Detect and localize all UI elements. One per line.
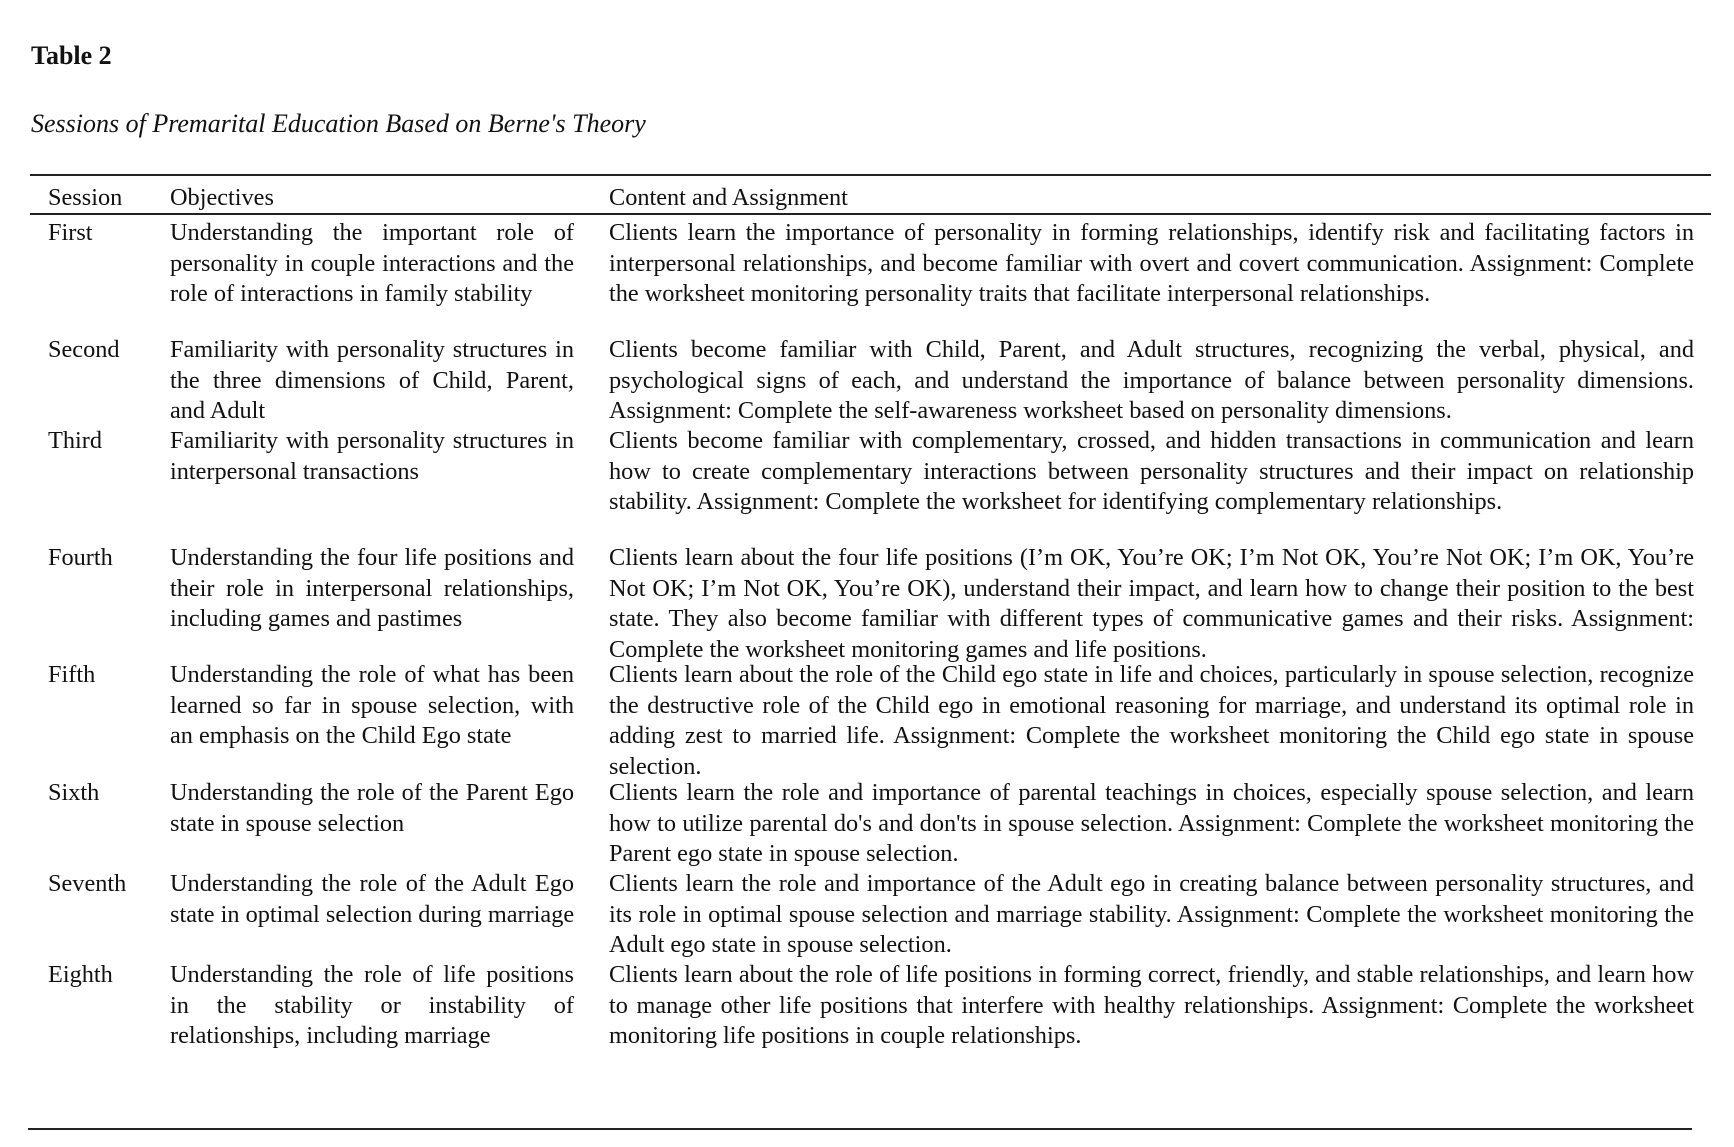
cell-line: how to create complementary interactions between personality structures and their impact on relationship — [609, 457, 1694, 485]
table-top-rule — [30, 174, 1711, 176]
cell-line: personality in couple interactions and the — [170, 249, 574, 277]
cell-line: its role in optimal spouse selection and marriage stability. Assignment: Complete the worksheet monitoring the — [609, 900, 1694, 928]
cell-line: their role in interpersonal relationships, — [170, 574, 574, 602]
cell-line: Familiarity with personality structures in — [170, 427, 574, 454]
cell-line: including games and pastimes — [170, 605, 463, 633]
objectives-cell — [170, 218, 574, 310]
cell-line: the destructive role of the Child ego in emotional reasoning for marriage, and understand its optimal role in — [609, 691, 1694, 719]
cell-line: in the stability or instability of — [170, 991, 574, 1019]
header-content: Content and Assignment — [609, 184, 848, 211]
cell-line: state in optimal selection during marriage — [170, 900, 575, 928]
cell-line: Understanding the role of the Adult Ego — [170, 870, 574, 897]
cell-line: monitoring life positions in couple relationships. — [609, 1022, 1082, 1050]
cell-line: Complete the worksheet monitoring games and life positions. — [609, 635, 1207, 663]
cell-line: interpersonal transactions — [170, 457, 419, 485]
table-label: Table 2 — [31, 41, 112, 70]
cell-line: Familiarity with personality structures in — [170, 336, 574, 363]
content-cell — [609, 543, 1694, 665]
objectives-cell — [170, 543, 574, 635]
cell-line: Clients learn the role and importance of parental teachings in choices, especially spouse selection, and learn — [609, 779, 1694, 806]
objectives-cell — [170, 778, 574, 839]
cell-line: psychological signs of each, and understand the importance of balance between personality dimensions. — [609, 366, 1694, 394]
cell-line: Understanding the role of life positions — [170, 961, 574, 988]
content-cell — [609, 426, 1694, 518]
content-cell — [609, 869, 1694, 961]
objectives-cell — [170, 869, 574, 930]
cell-line: Understanding the four life positions and — [170, 544, 574, 571]
cell-line: Understanding the important role of — [170, 219, 574, 246]
objectives-cell — [170, 426, 574, 487]
session-cell: Seventh — [48, 870, 127, 897]
content-cell — [609, 335, 1694, 427]
cell-line: to manage other life positions that interfere with healthy relationships. Assignment: Complete the worksheet — [609, 991, 1694, 1019]
cell-line: Clients learn about the role of the Child ego state in life and choices, particularly in spouse selection, recognize — [609, 661, 1694, 688]
session-cell: Third — [48, 427, 102, 454]
content-cell — [609, 778, 1694, 870]
cell-line: state. They also become familiar with different types of communicative games and their risks. Assignment: — [609, 605, 1694, 633]
cell-line: stability. Assignment: Complete the worksheet for identifying complementary relationships. — [609, 488, 1503, 516]
session-cell: Second — [48, 336, 120, 363]
cell-line: the three dimensions of Child, Parent, — [170, 366, 574, 394]
cell-line: Not OK; I’m Not OK, You’re OK), understand their impact, and learn how to change their position to the best — [609, 574, 1694, 602]
session-cell: Sixth — [48, 779, 100, 806]
session-cell: First — [48, 219, 93, 246]
content-cell — [609, 960, 1694, 1052]
cell-line: Parent ego state in spouse selection. — [609, 840, 959, 868]
content-cell — [609, 218, 1694, 310]
cell-line: adding zest to married life. Assignment: Complete the worksheet monitoring the Child ego state in spouse — [609, 722, 1694, 750]
header-session: Session — [48, 184, 123, 211]
objectives-cell — [170, 960, 574, 1052]
cell-line: Clients learn the importance of personality in forming relationships, identify risk and facilitating factors in — [609, 219, 1694, 246]
cell-line: Clients become familiar with complementary, crossed, and hidden transactions in communication and learn — [609, 427, 1694, 454]
content-cell — [609, 660, 1694, 782]
cell-line: Adult ego state in spouse selection. — [609, 931, 952, 959]
cell-line: Clients learn about the four life positions (I’m OK, You’re OK; I’m Not OK, You’re Not OK; I’m OK, You’re — [609, 544, 1694, 571]
cell-line: Understanding the role of the Parent Ego — [170, 779, 574, 806]
cell-line: the worksheet monitoring personality traits that facilitate interpersonal relationships. — [609, 280, 1431, 308]
session-cell: Fifth — [48, 661, 96, 688]
table-header-rule — [30, 213, 1711, 215]
cell-line: interpersonal relationships, and become familiar with overt and covert communication. Assignment: Complete — [609, 249, 1694, 277]
cell-line: Clients become familiar with Child, Parent, and Adult structures, recognizing the verbal, physical, and — [609, 336, 1694, 363]
cell-line: how to utilize parental do's and don'ts in spouse selection. Assignment: Complete the worksheet monitoring the — [609, 809, 1694, 837]
cell-line: learned so far in spouse selection, with — [170, 691, 574, 719]
cell-line: relationships, including marriage — [170, 1022, 491, 1050]
session-cell: Fourth — [48, 544, 113, 571]
header-objectives: Objectives — [170, 184, 274, 211]
session-cell: Eighth — [48, 961, 113, 988]
table-caption: Sessions of Premarital Education Based on Berne's Theory — [31, 109, 646, 138]
cell-line: Assignment: Complete the self-awareness worksheet based on personality dimensions. — [609, 397, 1452, 425]
cell-line: state in spouse selection — [170, 809, 405, 837]
cell-line: Understanding the role of what has been — [170, 661, 574, 688]
cell-line: Clients learn the role and importance of the Adult ego in creating balance between personality structures, and — [609, 870, 1694, 897]
cell-line: and Adult — [170, 397, 266, 425]
cell-line: Clients learn about the role of life positions in forming correct, friendly, and stable relationships, and learn how — [609, 961, 1694, 988]
cell-line: role of interactions in family stability — [170, 280, 533, 308]
objectives-cell — [170, 335, 574, 427]
cell-line: selection. — [609, 752, 702, 780]
table-bottom-rule — [28, 1128, 1692, 1130]
cell-line: an emphasis on the Child Ego state — [170, 722, 512, 750]
objectives-cell — [170, 660, 574, 752]
